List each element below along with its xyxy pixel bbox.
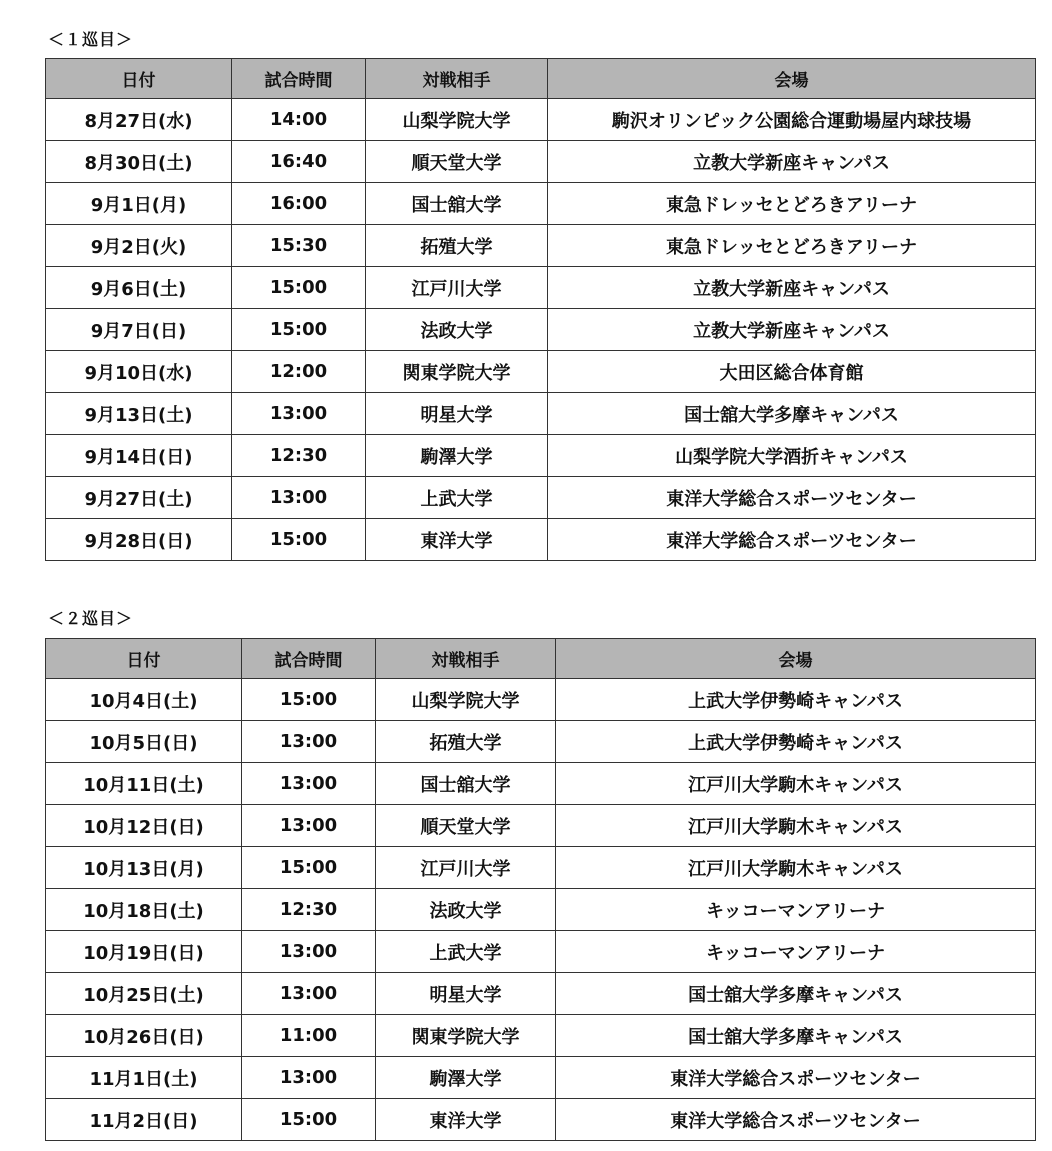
time-cell: 13:00	[242, 973, 376, 1015]
time-cell: 13:00	[232, 477, 366, 519]
round-2-rows	[46, 679, 1036, 1141]
date-cell: 10月4日(土)	[46, 679, 242, 721]
venue-cell: 東急ドレッセとどろきアリーナ	[548, 225, 1036, 267]
opponent-cell: 国士舘大学	[376, 763, 556, 805]
opponent-cell: 東洋大学	[376, 1099, 556, 1141]
opponent-cell: 明星大学	[366, 393, 548, 435]
venue-cell: キッコーマンアリーナ	[556, 889, 1036, 931]
table-row	[46, 1099, 1036, 1141]
opponent-cell: 東洋大学	[366, 519, 548, 561]
opponent-cell: 順天堂大学	[376, 805, 556, 847]
date-cell: 10月25日(土)	[46, 973, 242, 1015]
date-cell: 10月5日(日)	[46, 721, 242, 763]
venue-cell: 江戸川大学駒木キャンパス	[556, 847, 1036, 889]
time-cell: 13:00	[242, 931, 376, 973]
table-row	[46, 889, 1036, 931]
time-cell: 12:00	[232, 351, 366, 393]
venue-cell: 国士舘大学多摩キャンパス	[556, 973, 1036, 1015]
time-cell: 13:00	[232, 393, 366, 435]
date-cell: 11月2日(日)	[46, 1099, 242, 1141]
round-1-title: ＜１巡目＞	[48, 30, 134, 49]
time-cell: 12:30	[232, 435, 366, 477]
venue-cell: 立教大学新座キャンパス	[548, 141, 1036, 183]
time-cell: 16:00	[232, 183, 366, 225]
time-cell: 11:00	[242, 1015, 376, 1057]
table-row	[46, 805, 1036, 847]
date-cell: 10月19日(日)	[46, 931, 242, 973]
opponent-cell: 駒澤大学	[366, 435, 548, 477]
table-row	[46, 183, 1036, 225]
table-row	[46, 267, 1036, 309]
date-cell: 9月2日(火)	[46, 225, 232, 267]
opponent-cell: 関東学院大学	[366, 351, 548, 393]
venue-cell: 東洋大学総合スポーツセンター	[548, 477, 1036, 519]
column-header-time: 試合時間	[232, 59, 366, 99]
table-row	[46, 931, 1036, 973]
venue-cell: 上武大学伊勢崎キャンパス	[556, 679, 1036, 721]
time-cell: 15:00	[242, 679, 376, 721]
date-cell: 10月12日(日)	[46, 805, 242, 847]
date-cell: 10月18日(土)	[46, 889, 242, 931]
table-row	[46, 1015, 1036, 1057]
time-cell: 14:00	[232, 99, 366, 141]
opponent-cell: 順天堂大学	[366, 141, 548, 183]
opponent-cell: 江戸川大学	[366, 267, 548, 309]
column-header-venue: 会場	[556, 639, 1036, 679]
date-cell: 10月11日(土)	[46, 763, 242, 805]
date-cell: 9月14日(日)	[46, 435, 232, 477]
header-row	[46, 59, 1036, 99]
venue-cell: 立教大学新座キャンパス	[548, 267, 1036, 309]
opponent-cell: 江戸川大学	[376, 847, 556, 889]
time-cell: 13:00	[242, 721, 376, 763]
date-cell: 10月13日(月)	[46, 847, 242, 889]
opponent-cell: 山梨学院大学	[366, 99, 548, 141]
column-header-date: 日付	[46, 59, 232, 99]
date-cell: 11月1日(土)	[46, 1057, 242, 1099]
table-row	[46, 351, 1036, 393]
opponent-cell: 拓殖大学	[366, 225, 548, 267]
table-row	[46, 1057, 1036, 1099]
opponent-cell: 駒澤大学	[376, 1057, 556, 1099]
column-header-opponent: 対戦相手	[376, 639, 556, 679]
opponent-cell: 法政大学	[366, 309, 548, 351]
table-row	[46, 973, 1036, 1015]
opponent-cell: 上武大学	[376, 931, 556, 973]
table-row	[46, 393, 1036, 435]
venue-cell: 東洋大学総合スポーツセンター	[556, 1057, 1036, 1099]
round-1-rows	[46, 99, 1036, 561]
table-row	[46, 225, 1036, 267]
date-cell: 9月7日(日)	[46, 309, 232, 351]
table-row	[46, 721, 1036, 763]
column-header-opponent: 対戦相手	[366, 59, 548, 99]
opponent-cell: 明星大学	[376, 973, 556, 1015]
time-cell: 15:30	[232, 225, 366, 267]
round-1-schedule-table	[45, 58, 1036, 561]
venue-cell: キッコーマンアリーナ	[556, 931, 1036, 973]
venue-cell: 駒沢オリンピック公園総合運動場屋内球技場	[548, 99, 1036, 141]
date-cell: 9月13日(土)	[46, 393, 232, 435]
date-cell: 8月27日(水)	[46, 99, 232, 141]
opponent-cell: 法政大学	[376, 889, 556, 931]
time-cell: 13:00	[242, 1057, 376, 1099]
venue-cell: 江戸川大学駒木キャンパス	[556, 805, 1036, 847]
table-row	[46, 141, 1036, 183]
column-header-venue: 会場	[548, 59, 1036, 99]
time-cell: 13:00	[242, 805, 376, 847]
opponent-cell: 山梨学院大学	[376, 679, 556, 721]
round-2-schedule-table	[45, 638, 1036, 1141]
date-cell: 10月26日(日)	[46, 1015, 242, 1057]
column-header-time: 試合時間	[242, 639, 376, 679]
venue-cell: 立教大学新座キャンパス	[548, 309, 1036, 351]
venue-cell: 大田区総合体育館	[548, 351, 1036, 393]
venue-cell: 東急ドレッセとどろきアリーナ	[548, 183, 1036, 225]
table-row	[46, 519, 1036, 561]
table-row	[46, 679, 1036, 721]
time-cell: 15:00	[242, 1099, 376, 1141]
date-cell: 9月28日(日)	[46, 519, 232, 561]
table-row	[46, 763, 1036, 805]
table-row	[46, 847, 1036, 889]
time-cell: 15:00	[232, 309, 366, 351]
opponent-cell: 国士舘大学	[366, 183, 548, 225]
venue-cell: 東洋大学総合スポーツセンター	[548, 519, 1036, 561]
opponent-cell: 上武大学	[366, 477, 548, 519]
date-cell: 8月30日(土)	[46, 141, 232, 183]
header-row	[46, 639, 1036, 679]
time-cell: 15:00	[232, 519, 366, 561]
table-row	[46, 99, 1036, 141]
venue-cell: 東洋大学総合スポーツセンター	[556, 1099, 1036, 1141]
date-cell: 9月10日(水)	[46, 351, 232, 393]
table-row	[46, 309, 1036, 351]
date-cell: 9月27日(土)	[46, 477, 232, 519]
time-cell: 12:30	[242, 889, 376, 931]
time-cell: 15:00	[242, 847, 376, 889]
venue-cell: 上武大学伊勢崎キャンパス	[556, 721, 1036, 763]
column-header-date: 日付	[46, 639, 242, 679]
date-cell: 9月6日(土)	[46, 267, 232, 309]
table-row	[46, 435, 1036, 477]
round-2-title: ＜２巡目＞	[48, 609, 134, 628]
venue-cell: 国士舘大学多摩キャンパス	[548, 393, 1036, 435]
time-cell: 13:00	[242, 763, 376, 805]
time-cell: 15:00	[232, 267, 366, 309]
table-row	[46, 477, 1036, 519]
venue-cell: 江戸川大学駒木キャンパス	[556, 763, 1036, 805]
opponent-cell: 関東学院大学	[376, 1015, 556, 1057]
opponent-cell: 拓殖大学	[376, 721, 556, 763]
time-cell: 16:40	[232, 141, 366, 183]
venue-cell: 国士舘大学多摩キャンパス	[556, 1015, 1036, 1057]
date-cell: 9月1日(月)	[46, 183, 232, 225]
venue-cell: 山梨学院大学酒折キャンパス	[548, 435, 1036, 477]
